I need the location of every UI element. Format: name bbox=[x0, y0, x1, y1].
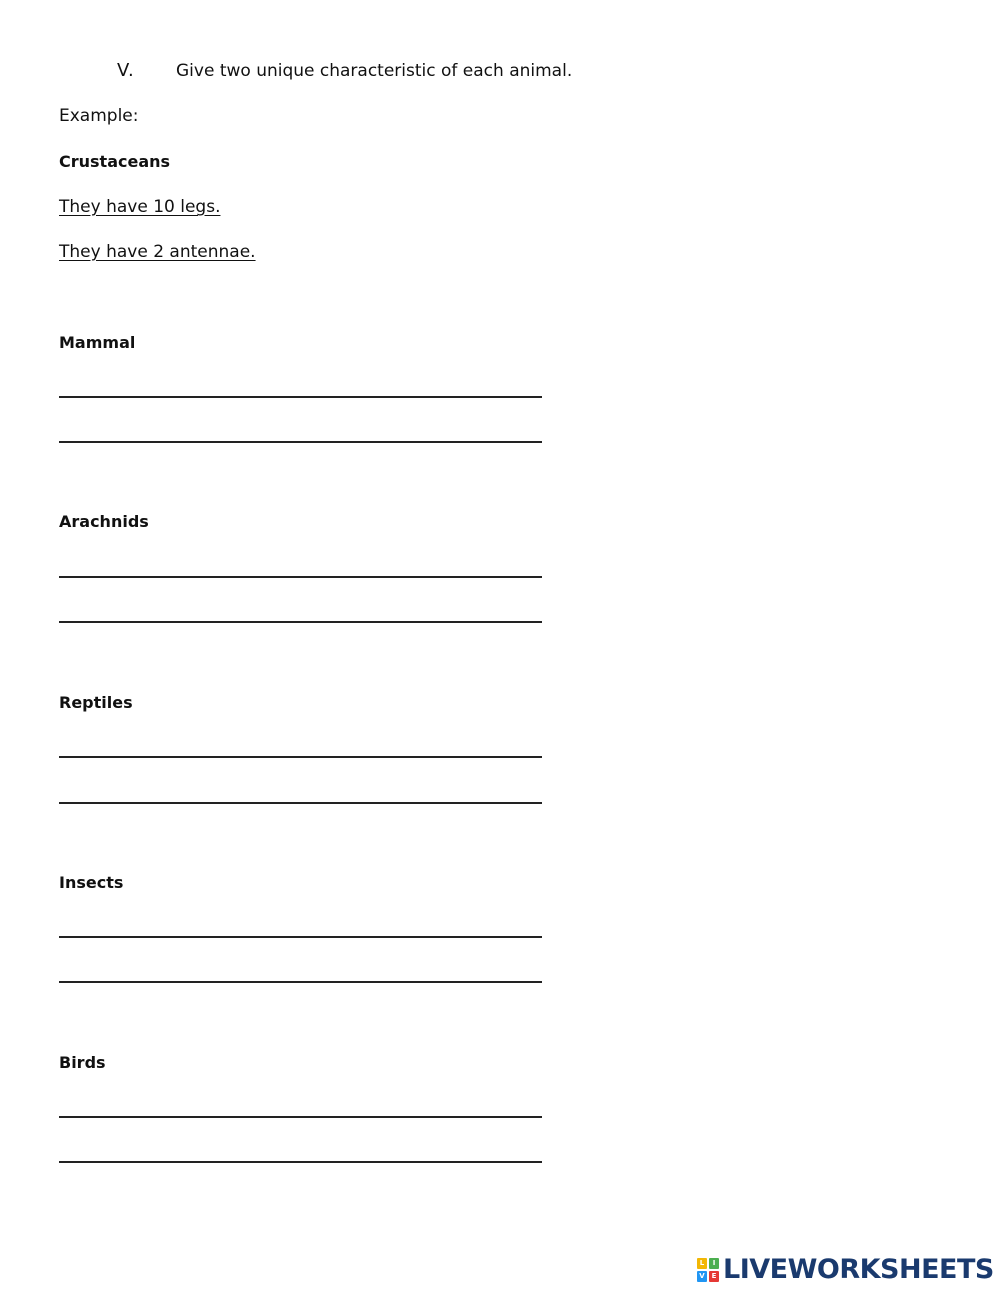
logo-icon-cell: I bbox=[709, 1258, 719, 1269]
logo-icon-cell: E bbox=[709, 1271, 719, 1282]
liveworksheets-logo bbox=[697, 1255, 994, 1285]
section-title-birds: Birds bbox=[59, 1053, 106, 1072]
answer-line-insects-1[interactable] bbox=[59, 936, 542, 938]
answer-line-mammal-1[interactable] bbox=[59, 396, 542, 398]
answer-line-reptiles-1[interactable] bbox=[59, 756, 542, 758]
section-title-mammal: Mammal bbox=[59, 333, 136, 352]
question-number: V. bbox=[117, 60, 135, 81]
logo-icon-cell: L bbox=[697, 1258, 707, 1269]
question-instruction: Give two unique characteristic of each animal. bbox=[176, 61, 573, 81]
live-icon bbox=[697, 1258, 719, 1282]
example-label: Example: bbox=[59, 106, 139, 126]
answer-line-mammal-2[interactable] bbox=[59, 441, 542, 443]
answer-line-reptiles-2[interactable] bbox=[59, 802, 542, 804]
answer-line-arachnids-2[interactable] bbox=[59, 621, 542, 623]
answer-line-insects-2[interactable] bbox=[59, 981, 542, 983]
logo-text: LIVEWORKSHEETS bbox=[723, 1254, 994, 1285]
answer-line-birds-2[interactable] bbox=[59, 1161, 542, 1163]
section-title-reptiles: Reptiles bbox=[59, 693, 133, 712]
section-title-arachnids: Arachnids bbox=[59, 512, 149, 531]
section-title-insects: Insects bbox=[59, 873, 124, 892]
example-category: Crustaceans bbox=[59, 152, 171, 171]
answer-line-birds-1[interactable] bbox=[59, 1116, 542, 1118]
logo-icon-cell: V bbox=[697, 1271, 707, 1282]
example-answer-1: They have 10 legs. bbox=[59, 197, 221, 217]
answer-line-arachnids-1[interactable] bbox=[59, 576, 542, 578]
example-answer-2: They have 2 antennae. bbox=[59, 242, 256, 262]
